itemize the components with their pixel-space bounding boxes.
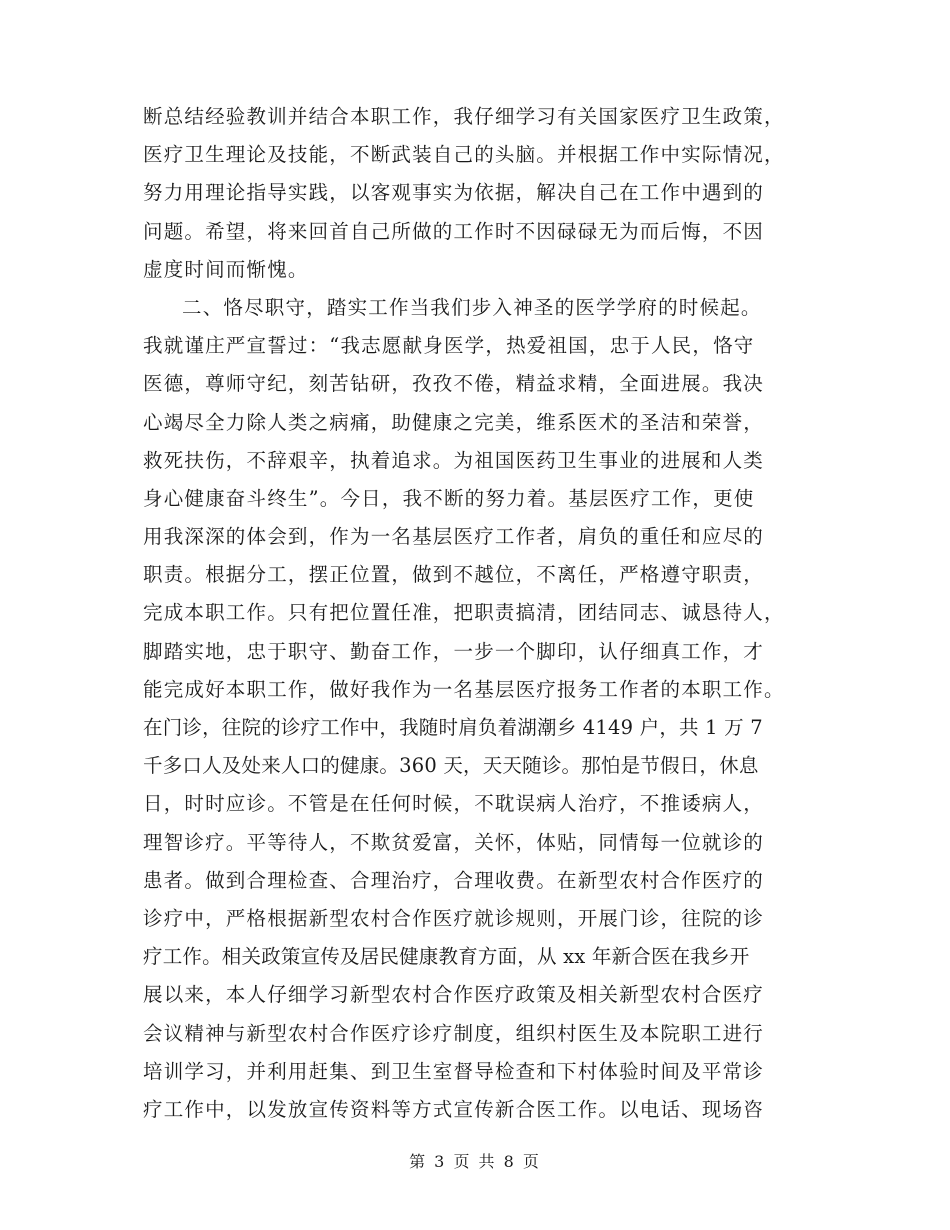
text-line-13: 职责。根据分工，摆正位置，做到不越位，不离任，严格遵守职责，	[143, 563, 765, 587]
text-line-20: 理智诊疗。平等待人，不欺贫爱富，关怀，体贴，同情每一位就诊的	[143, 830, 765, 854]
text-line-11: 身心健康奋斗终生”。今日，我不断的努力着。基层医疗工作，更使	[143, 486, 755, 510]
text-line-27: 疗工作中，以发放宣传资料等方式宣传新合医工作。以电话、现场咨	[143, 1097, 765, 1121]
text-line-14: 完成本职工作。只有把位置任准，把职责搞清，团结同志、诚恳待人，	[143, 601, 785, 625]
text-line-23: 疗工作。相关政策宣传及居民健康教育方面，从 xx 年新合医在我乡开	[143, 945, 750, 969]
text-line-2: 医疗卫生理论及技能，不断武装自己的头脑。并根据工作中实际情况，	[143, 143, 785, 167]
text-line-7: 我就谨庄严宣誓过：“我志愿献身医学，热爱祖国，忠于人民，恪守	[143, 334, 755, 358]
text-line-18: 千多口人及处来人口的健康。360 天，天天随诊。那怕是节假日，休息	[143, 754, 759, 778]
text-line-19: 日，时时应诊。不管是在任何时候，不耽误病人治疗，不推诿病人，	[143, 792, 765, 816]
text-line-10: 救死扶伤，不辞艰辛，执着追求。为祖国医药卫生事业的进展和人类	[143, 448, 765, 472]
text-line-16: 能完成好本职工作，做好我作为一名基层医疗报务工作者的本职工作。	[143, 677, 785, 701]
text-line-26: 培训学习，并利用赶集、到卫生室督导检查和下村体验时间及平常诊	[143, 1059, 765, 1083]
text-line-12: 用我深深的体会到，作为一名基层医疗工作者，肩负的重任和应尽的	[143, 525, 765, 549]
text-line-25: 会议精神与新型农村合作医疗诊疗制度，组织村医生及本院职工进行	[143, 1021, 765, 1045]
text-line-1: 断总结经验教训并结合本职工作，我仔细学习有关国家医疗卫生政策，	[143, 105, 785, 128]
text-line-24: 展以来，本人仔细学习新型农村合作医疗政策及相关新型农村合医疗	[143, 983, 765, 1007]
text-line-9: 心竭尽全力除人类之病痛，助健康之完美，维系医术的圣洁和荣誉，	[143, 410, 765, 434]
page-number-footer: 第 3 页 共 8 页	[409, 1152, 541, 1171]
section-heading-line: 二、恪尽职守，踏实工作当我们步入神圣的医学学府的时候起。	[182, 295, 762, 319]
text-line-17: 在门诊，往院的诊疗工作中，我随时肩负着湖潮乡 4149 户，共 1 万 7	[143, 716, 763, 739]
text-line-3: 努力用理论指导实践，以客观事实为依据，解决自己在工作中遇到的	[143, 181, 765, 205]
document-body	[143, 98, 823, 1129]
text-line-15: 脚踏实地，忠于职守、勤奋工作，一步一个脚印，认仔细真工作，才	[143, 639, 765, 663]
text-line-8: 医德，尊师守纪，刻苦钻研，孜孜不倦，精益求精，全面进展。我决	[143, 372, 765, 396]
text-line-5: 虚度时间而惭愧。	[143, 257, 309, 281]
text-line-21: 患者。做到合理检查、合理治疗，合理收费。在新型农村合作医疗的	[143, 868, 765, 892]
text-line-4: 问题。希望，将来回首自己所做的工作时不因碌碌无为而后悔，不因	[143, 219, 765, 243]
text-line-22: 诊疗中，严格根据新型农村合作医疗就诊规则，开展门诊，往院的诊	[143, 906, 765, 930]
